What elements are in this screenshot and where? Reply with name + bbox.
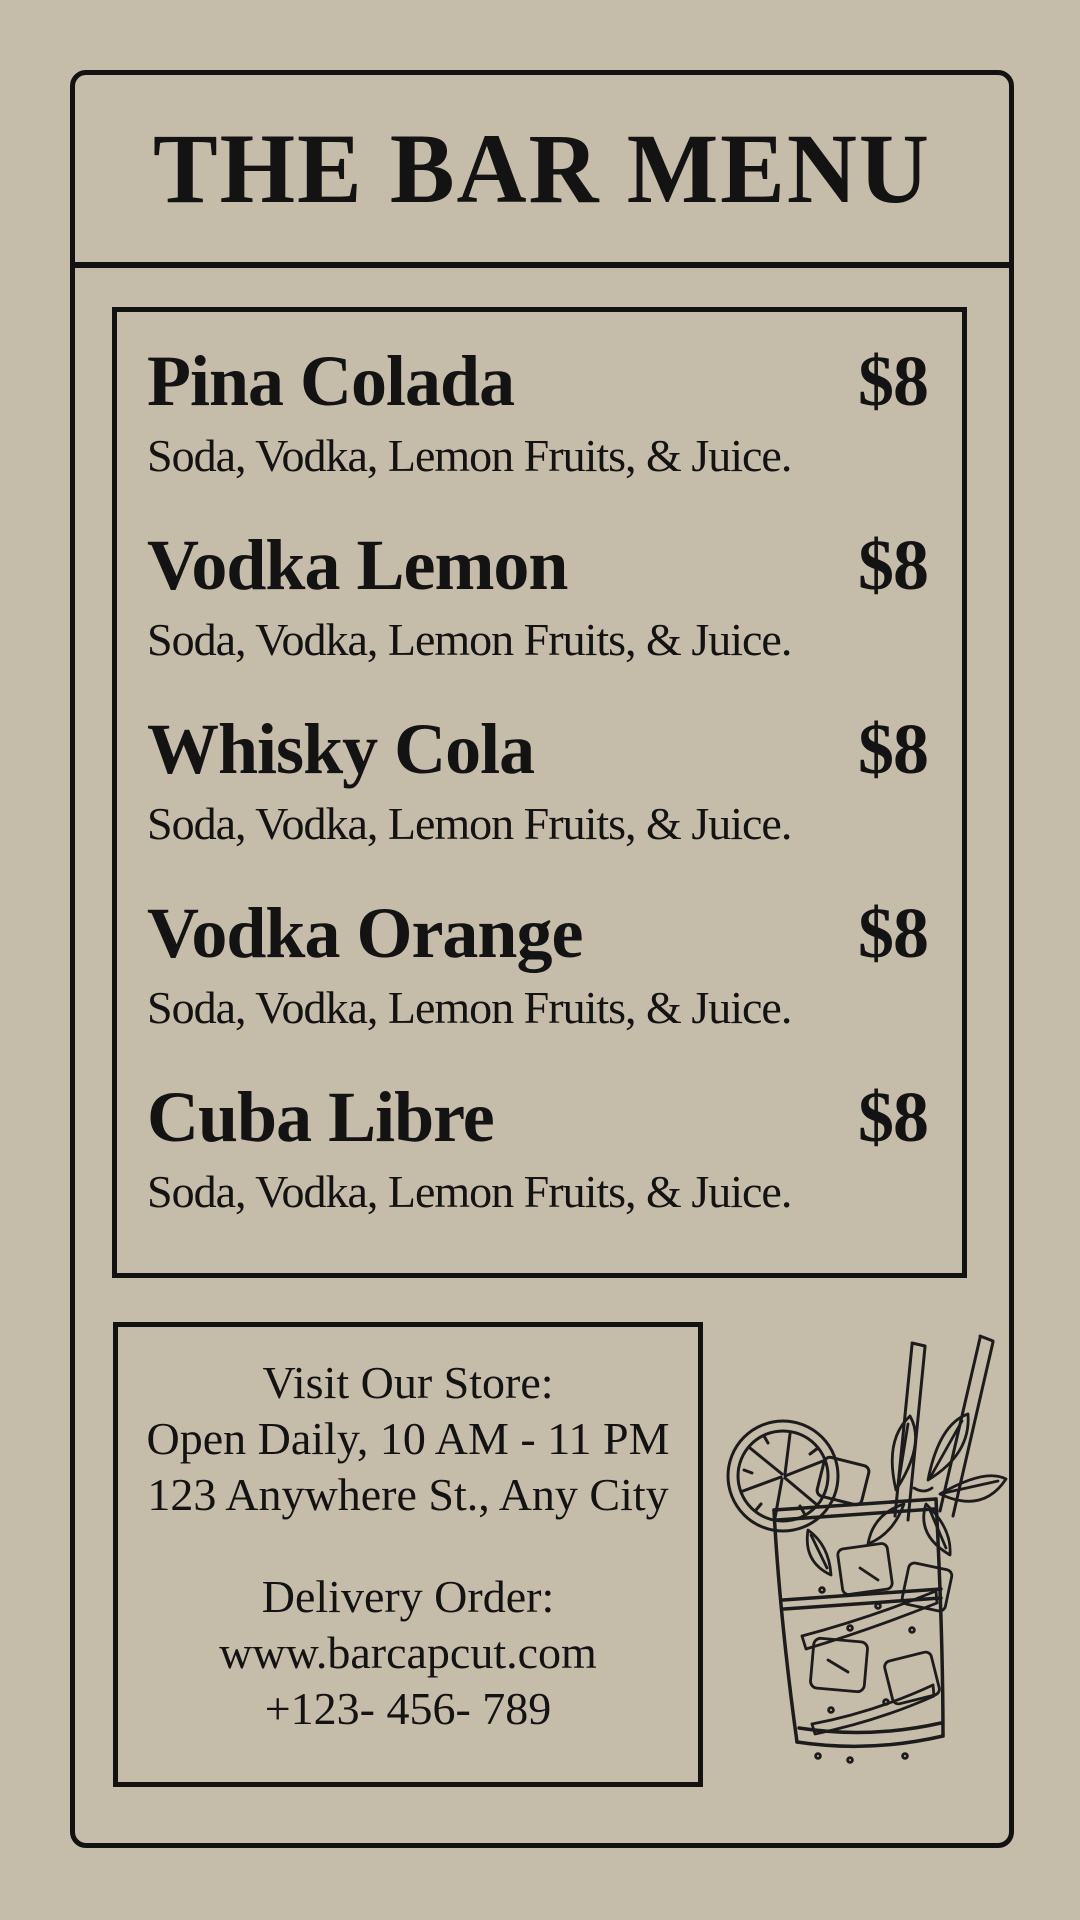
menu-item-row <box>147 1072 928 1162</box>
item-price: $8 <box>858 709 928 789</box>
website-text: www.barcapcut.com <box>219 1627 597 1678</box>
item-description: Soda, Vodka, Lemon Fruits, & Juice. <box>147 614 792 665</box>
menu-item <box>147 704 928 854</box>
item-description: Soda, Vodka, Lemon Fruits, & Juice. <box>147 798 792 849</box>
menu-card <box>70 70 1014 1848</box>
item-name: Vodka Lemon <box>147 525 568 605</box>
item-name: Cuba Libre <box>147 1077 494 1157</box>
phone-text: +123- 456- 789 <box>264 1683 552 1734</box>
item-name: Vodka Orange <box>147 893 583 973</box>
glass-icon <box>774 1499 943 1746</box>
store-address: 123 Anywhere St., Any City <box>147 1469 669 1520</box>
menu-item <box>147 520 928 670</box>
item-description: Soda, Vodka, Lemon Fruits, & Juice. <box>147 430 792 481</box>
contact-spacer <box>118 1523 698 1569</box>
contact-panel <box>113 1322 703 1787</box>
ice-cube-icon <box>816 1456 870 1506</box>
item-price: $8 <box>858 893 928 973</box>
item-price: $8 <box>858 1077 928 1157</box>
menu-panel <box>112 307 967 1278</box>
store-heading: Visit Our Store: <box>262 1357 554 1408</box>
item-price: $8 <box>858 341 928 421</box>
item-description: Soda, Vodka, Lemon Fruits, & Juice. <box>147 1166 792 1217</box>
menu-item-row <box>147 888 928 978</box>
store-hours: Open Daily, 10 AM - 11 PM <box>146 1413 670 1464</box>
header <box>75 75 1009 268</box>
menu-item-row <box>147 336 928 426</box>
menu-item <box>147 336 928 486</box>
page-title: THE BAR MENU <box>153 113 931 224</box>
item-name: Pina Colada <box>147 341 515 421</box>
item-name: Whisky Cola <box>147 709 535 789</box>
cocktail-glass-icon <box>700 1328 1018 1783</box>
item-price: $8 <box>858 525 928 605</box>
menu-item <box>147 1072 928 1222</box>
menu-item <box>147 888 928 1038</box>
item-description: Soda, Vodka, Lemon Fruits, & Juice. <box>147 982 792 1033</box>
glass-contents-icon <box>802 1530 953 1762</box>
menu-item-row <box>147 704 928 794</box>
delivery-heading: Delivery Order: <box>261 1571 555 1622</box>
menu-item-row <box>147 520 928 610</box>
